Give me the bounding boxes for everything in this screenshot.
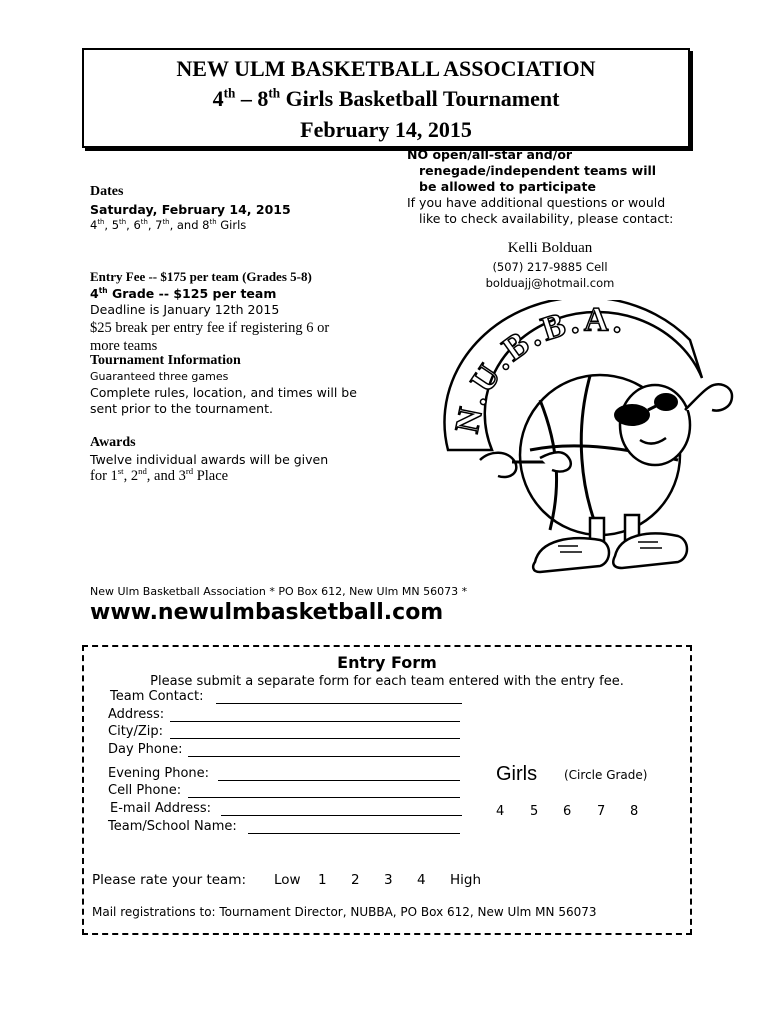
form-field-input[interactable] bbox=[218, 768, 460, 781]
grade-number: 4 bbox=[90, 218, 98, 232]
grade-sup: th bbox=[140, 218, 148, 227]
page-title: NEW ULM BASKETBALL ASSOCIATION bbox=[176, 56, 596, 81]
awards-text: Place bbox=[193, 468, 229, 484]
sneaker-icon bbox=[533, 538, 609, 572]
entry-form-title: Entry Form bbox=[337, 653, 437, 672]
awards-section bbox=[90, 435, 390, 485]
form-field-label: Address: bbox=[108, 707, 165, 722]
fourth-grade-fee bbox=[90, 286, 390, 301]
form-field-team-school-name bbox=[108, 819, 468, 835]
rate-option-3[interactable]: 3 bbox=[384, 872, 393, 888]
form-field-input[interactable] bbox=[170, 726, 460, 739]
awards-line2 bbox=[90, 468, 390, 485]
form-field-address bbox=[108, 707, 468, 723]
grade-sup: th bbox=[209, 218, 217, 227]
subtitle-text: Girls Basketball Tournament bbox=[280, 86, 560, 111]
deadline: Deadline is January 12th 2015 bbox=[90, 302, 280, 317]
form-field-label: City/Zip: bbox=[108, 724, 164, 739]
girls-label: Girls bbox=[496, 763, 538, 785]
grade-separator: , bbox=[126, 218, 134, 232]
form-field-input[interactable] bbox=[188, 785, 460, 798]
grade-number: 6 bbox=[133, 218, 141, 232]
grades-suffix: Girls bbox=[216, 218, 247, 232]
logo-text: N.U.B.B.A. bbox=[448, 301, 630, 437]
circle-grade-label: (Circle Grade) bbox=[564, 768, 648, 782]
rate-option-2[interactable]: 2 bbox=[351, 872, 360, 888]
form-field-label: Team/School Name: bbox=[108, 819, 237, 834]
form-field-e-mail-address bbox=[110, 801, 470, 817]
form-field-input[interactable] bbox=[221, 803, 462, 816]
rate-low-label: Low bbox=[274, 872, 301, 888]
grade-separator: , bbox=[104, 218, 112, 232]
form-field-input[interactable] bbox=[248, 821, 460, 834]
rate-option-4[interactable]: 4 bbox=[417, 872, 426, 888]
contact-email[interactable]: bolduajj@hotmail.com bbox=[485, 276, 615, 290]
grade-option-4[interactable]: 4 bbox=[496, 804, 505, 819]
fourth-grade-text: Grade -- $125 per team bbox=[107, 286, 277, 301]
awards-sup: nd bbox=[138, 466, 147, 477]
form-field-label: Team Contact: bbox=[110, 689, 204, 704]
awards-text: , and 3 bbox=[146, 468, 186, 484]
rate-high-label: High bbox=[450, 872, 482, 888]
association-address: New Ulm Basketball Association * PO Box 612, New Ulm MN 56073 * bbox=[90, 585, 468, 598]
notice-line: If you have additional questions or would bbox=[407, 195, 666, 210]
entry-form bbox=[82, 645, 692, 935]
awards-line1: Twelve individual awards will be given bbox=[90, 452, 329, 467]
mascot-hand-icon bbox=[685, 384, 732, 410]
tournament-games: Guaranteed three games bbox=[90, 370, 229, 383]
subtitle-grade-start: 4 bbox=[212, 86, 224, 111]
contact-name: Kelli Bolduan bbox=[507, 240, 593, 256]
form-field-input[interactable] bbox=[170, 709, 460, 722]
awards-heading: Awards bbox=[90, 435, 136, 450]
tournament-heading: Tournament Information bbox=[90, 353, 241, 368]
grade-sup: th bbox=[162, 218, 170, 227]
awards-text: for 1 bbox=[90, 468, 118, 484]
form-field-city-zip bbox=[108, 724, 468, 740]
awards-sup: st bbox=[117, 466, 124, 477]
sunglasses-icon bbox=[614, 404, 650, 426]
notice-line: be allowed to participate bbox=[419, 179, 596, 194]
contact-block bbox=[430, 240, 670, 290]
dates-day: Saturday, February 14, 2015 bbox=[90, 202, 291, 217]
fourth-grade-sup: th bbox=[98, 285, 108, 295]
notice-line: renegade/independent teams will bbox=[419, 163, 657, 178]
contact-phone: (507) 217-9885 Cell bbox=[492, 260, 608, 274]
dates-grades bbox=[90, 218, 291, 232]
grade-option-7[interactable]: 7 bbox=[597, 804, 606, 819]
fees-section bbox=[90, 269, 390, 355]
tournament-rules: Complete rules, location, and times will be sent prior to the tournament. bbox=[90, 385, 357, 416]
grade-number: 7 bbox=[155, 218, 163, 232]
grade-sup: th bbox=[119, 218, 127, 227]
event-date: February 14, 2015 bbox=[300, 117, 472, 142]
discount: $25 break per entry fee if registering 6 or more teams bbox=[90, 320, 330, 354]
page-subtitle bbox=[84, 86, 688, 112]
subtitle-sup: th bbox=[223, 85, 236, 101]
form-field-input[interactable] bbox=[216, 691, 462, 704]
notice-line: NO open/all-star and/or bbox=[407, 147, 573, 162]
subtitle-grade-end: – 8 bbox=[235, 86, 269, 111]
notice-block bbox=[407, 147, 673, 227]
form-field-label: Day Phone: bbox=[108, 742, 183, 757]
awards-sup: rd bbox=[185, 466, 194, 477]
form-field-input[interactable] bbox=[188, 744, 460, 757]
form-field-label: E-mail Address: bbox=[110, 801, 212, 816]
rate-team-label: Please rate your team: bbox=[92, 872, 247, 888]
form-instructions: Please submit a separate form for each team entered with the entry fee. bbox=[150, 674, 624, 689]
tournament-section bbox=[90, 353, 380, 417]
grade-option-5[interactable]: 5 bbox=[530, 804, 539, 819]
awards-text: , 2 bbox=[123, 468, 139, 484]
rate-option-1[interactable]: 1 bbox=[318, 872, 327, 888]
dates-section bbox=[90, 184, 291, 232]
fourth-grade-number: 4 bbox=[90, 286, 99, 301]
dates-heading: Dates bbox=[90, 184, 124, 199]
grade-number: 5 bbox=[111, 218, 120, 232]
grade-sup: th bbox=[97, 218, 105, 227]
grade-option-8[interactable]: 8 bbox=[630, 804, 639, 819]
nubba-mascot-logo bbox=[440, 300, 740, 585]
grade-option-6[interactable]: 6 bbox=[563, 804, 572, 819]
grade-separator: , and bbox=[169, 218, 203, 232]
form-field-label: Evening Phone: bbox=[108, 766, 210, 781]
notice-line: like to check availability, please contact: bbox=[419, 211, 674, 226]
mail-registrations: Mail registrations to: Tournament Director, NUBBA, PO Box 612, New Ulm MN 56073 bbox=[92, 905, 597, 919]
form-field-cell-phone bbox=[108, 783, 468, 799]
subtitle-sup: th bbox=[268, 85, 281, 101]
entry-fee: Entry Fee -- $175 per team (Grades 5-8) bbox=[90, 269, 312, 284]
grade-separator: , bbox=[147, 218, 156, 232]
grade-number: 8 bbox=[202, 218, 210, 232]
website-link[interactable]: www.newulmbasketball.com bbox=[90, 600, 444, 625]
form-field-day-phone bbox=[108, 742, 468, 758]
form-field-evening-phone bbox=[108, 766, 468, 782]
form-field-team-contact bbox=[110, 689, 470, 705]
header-box bbox=[82, 48, 690, 148]
form-field-label: Cell Phone: bbox=[108, 783, 182, 798]
